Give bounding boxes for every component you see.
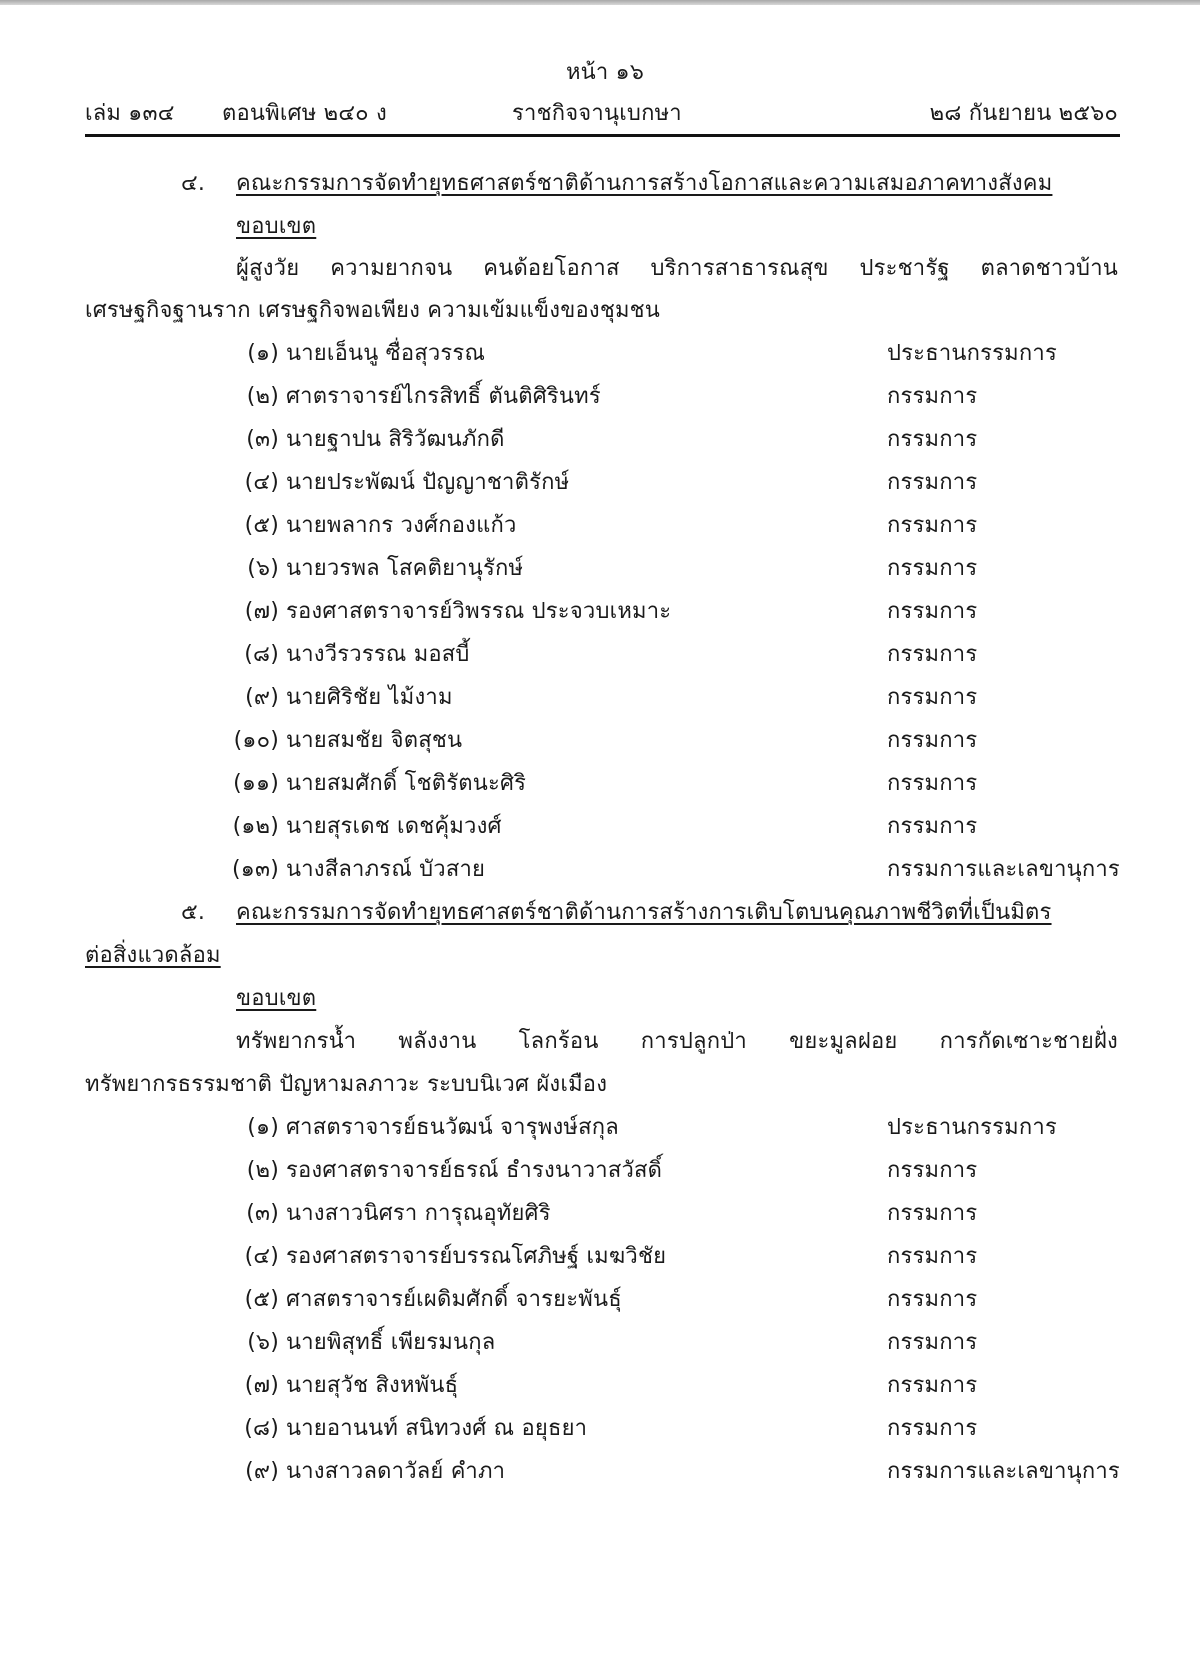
member-name: รองศาสตราจารย์บรรณโศภิษฐ์ เมฆวิชัย — [286, 1244, 667, 1269]
member-number: (๘) — [244, 642, 279, 667]
member-name: นายเอ็นนู ซื่อสุวรรณ — [286, 341, 486, 366]
member-name: นายพิสุทธิ์ เพียรมนกุล — [286, 1330, 496, 1355]
section-title-line1: คณะกรรมการจัดทำยุทธศาสตร์ชาติด้านการสร้างการเติบโตบนคุณภาพชีวิตที่เป็นมิตร — [236, 900, 1052, 925]
scope-label: ขอบเขต — [236, 986, 317, 1011]
member-role: กรรมการ — [887, 1330, 978, 1355]
member-role: กรรมการ — [887, 642, 978, 667]
member-number: (๑๒) — [232, 814, 279, 839]
scope-text-line2: ทรัพยากรธรรมชาติ ปัญหามลภาวะ ระบบนิเวศ ผังเมือง — [85, 1072, 608, 1097]
window-top-edge — [0, 0, 1200, 5]
member-name: นางสาวนิศรา การุณอุทัยศิริ — [286, 1201, 551, 1226]
member-number: (๕) — [244, 1287, 279, 1312]
section-title: คณะกรรมการจัดทำยุทธศาสตร์ชาติด้านการสร้างโอกาสและความเสมอภาคทางสังคม — [236, 171, 1053, 196]
section-title-line2: ต่อสิ่งแวดล้อม — [85, 943, 221, 968]
member-number: (๓) — [246, 427, 279, 452]
member-role: กรรมการ — [887, 1416, 978, 1441]
member-name: นางสาวลดาวัลย์ คำภา — [286, 1459, 506, 1484]
member-role: กรรมการ — [887, 556, 978, 581]
member-role: ประธานกรรมการ — [887, 341, 1057, 366]
member-number: (๒) — [246, 1158, 279, 1183]
scope-text-line1: ทรัพยากรน้ำ พลังงาน โลกร้อน การปลูกป่า ขยะมูลฝอย การกัดเซาะชายฝั่ง — [236, 1029, 1118, 1054]
member-number: (๑) — [247, 341, 279, 366]
member-number: (๔) — [244, 470, 279, 495]
member-number: (๕) — [244, 513, 279, 538]
member-name: รองศาสตราจารย์ธรณ์ ธำรงนาวาสวัสดิ์ — [286, 1158, 663, 1183]
member-name: ศาสตราจารย์เผดิมศักดิ์ จารยะพันธุ์ — [286, 1287, 622, 1312]
member-number: (๙) — [245, 1459, 279, 1484]
member-name: นายสมศักดิ์ โชติรัตนะศิริ — [286, 771, 527, 796]
member-name: ศาตราจารย์ไกรสิทธิ์ ตันติศิรินทร์ — [286, 384, 601, 409]
member-number: (๘) — [244, 1416, 279, 1441]
member-number: (๓) — [246, 1201, 279, 1226]
member-name: นายพลากร วงศ์กองแก้ว — [286, 513, 517, 538]
member-role: กรรมการ — [887, 599, 978, 624]
member-role: กรรมการ — [887, 728, 978, 753]
member-number: (๑) — [247, 1115, 279, 1140]
member-role: กรรมการและเลขานุการ — [887, 857, 1120, 882]
member-role: ประธานกรรมการ — [887, 1115, 1057, 1140]
scope-label: ขอบเขต — [236, 214, 317, 239]
member-name: รองศาสตราจารย์วิพรรณ ประจวบเหมาะ — [286, 599, 672, 624]
member-number: (๑๑) — [233, 771, 279, 796]
member-role: กรรมการ — [887, 470, 978, 495]
page-number: หน้า ๑๖ — [565, 60, 645, 85]
section-number: ๔. — [181, 171, 206, 196]
publication-name: ราชกิจจานุเบกษา — [512, 101, 682, 126]
member-name: นางสีลาภรณ์ บัวสาย — [286, 857, 486, 882]
member-role: กรรมการ — [887, 1158, 978, 1183]
member-name: นายประพัฒน์ ปัญญาชาติรักษ์ — [286, 470, 570, 495]
member-number: (๑๓) — [232, 857, 279, 882]
volume-number: เล่ม ๑๓๔ — [85, 101, 175, 126]
member-number: (๖) — [247, 556, 279, 581]
scope-text-line2: เศรษฐกิจฐานราก เศรษฐกิจพอเพียง ความเข้มแข็งของชุมชน — [85, 298, 661, 323]
member-number: (๗) — [244, 599, 279, 624]
scope-text-line1: ผู้สูงวัย ความยากจน คนด้อยโอกาส บริการสาธารณสุข ประชารัฐ ตลาดชาวบ้าน — [236, 256, 1118, 281]
publication-date: ๒๘ กันยายน ๒๕๖๐ — [929, 101, 1118, 126]
member-number: (๑๐) — [233, 728, 279, 753]
member-role: กรรมการ — [887, 1244, 978, 1269]
member-name: นายสุรเดช เดชคุ้มวงศ์ — [286, 814, 502, 839]
member-role: กรรมการ — [887, 1201, 978, 1226]
member-role: กรรมการ — [887, 427, 978, 452]
member-name: นายศิริชัย ไม้งาม — [286, 685, 453, 710]
member-name: นางวีรวรรณ มอสบี้ — [286, 642, 470, 667]
member-role: กรรมการ — [887, 814, 978, 839]
member-name: นายวรพล โสคติยานุรักษ์ — [286, 556, 524, 581]
member-role: กรรมการ — [887, 1287, 978, 1312]
member-number: (๒) — [246, 384, 279, 409]
member-name: นายฐาปน สิริวัฒนภักดี — [286, 427, 505, 452]
member-number: (๖) — [247, 1330, 279, 1355]
member-role: กรรมการ — [887, 1373, 978, 1398]
member-number: (๔) — [244, 1244, 279, 1269]
member-role: กรรมการ — [887, 685, 978, 710]
member-role: กรรมการ — [887, 513, 978, 538]
issue-number: ตอนพิเศษ ๒๔๐ ง — [222, 101, 387, 126]
member-name: นายสุวัช สิงหพันธุ์ — [286, 1373, 459, 1398]
member-number: (๙) — [245, 685, 279, 710]
member-name: ศาสตราจารย์ธนวัฒน์ จารุพงษ์สกุล — [286, 1115, 619, 1140]
member-role: กรรมการและเลขานุการ — [887, 1459, 1120, 1484]
header-rule — [85, 134, 1120, 137]
member-name: นายสมชัย จิตสุชน — [286, 728, 463, 753]
member-number: (๗) — [244, 1373, 279, 1398]
section-number: ๕. — [181, 900, 206, 925]
member-role: กรรมการ — [887, 771, 978, 796]
member-role: กรรมการ — [887, 384, 978, 409]
member-name: นายอานนท์ สนิทวงศ์ ณ อยุธยา — [286, 1416, 588, 1441]
